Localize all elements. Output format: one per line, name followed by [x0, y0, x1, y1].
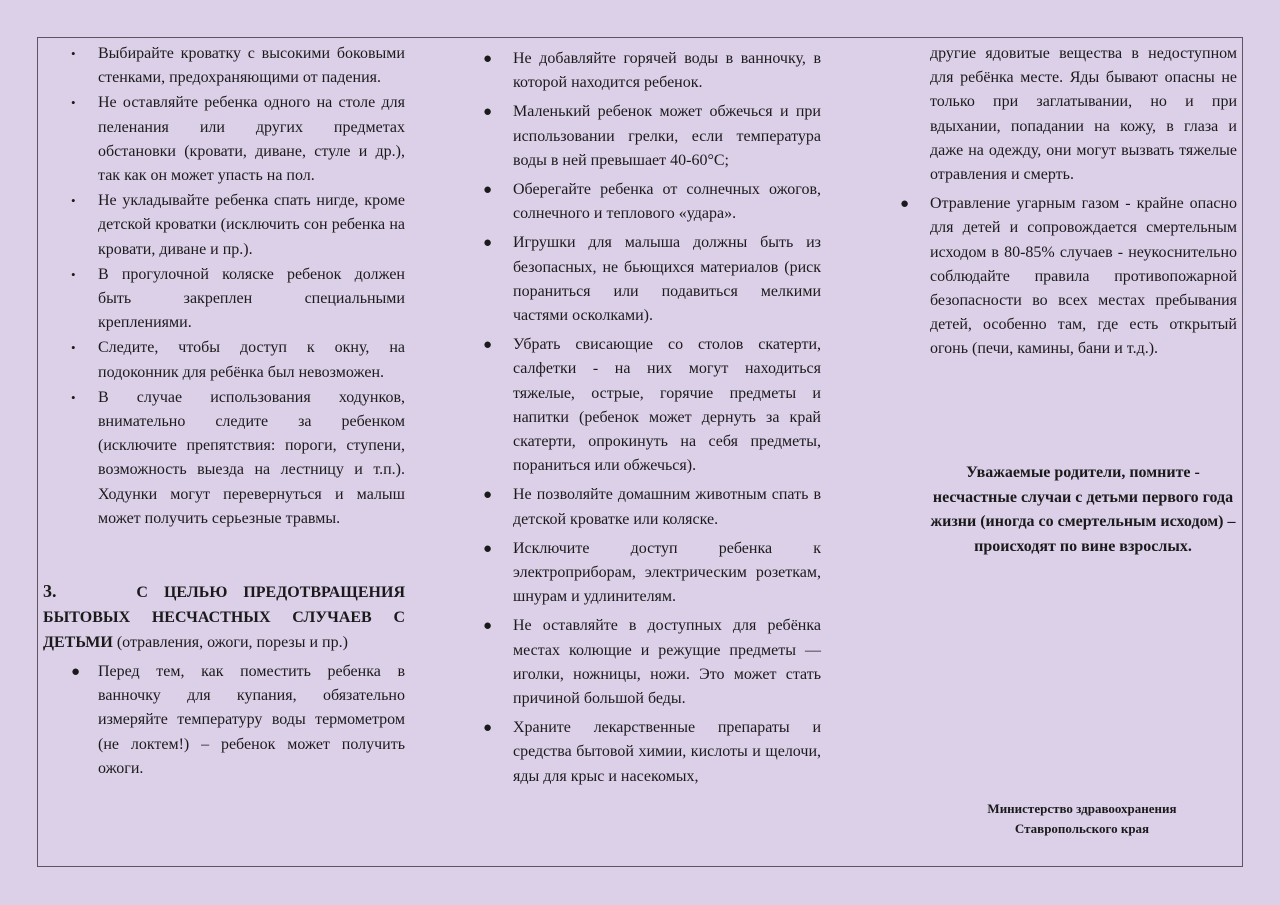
column-left	[43, 42, 405, 782]
bullet-icon: •	[71, 46, 76, 61]
list-item: ● Игрушки для малыша должны быть из безопасных, не бьющихся материалов (риск пораниться или подавиться мелкими частями осколками).	[483, 231, 821, 328]
bullet-icon: •	[71, 340, 76, 356]
bullet-icon: ●	[483, 51, 493, 67]
bullet-icon: •	[71, 95, 76, 111]
parents-warning: Уважаемые родители, помните - несчастные случаи с детьми первого года жизни (иногда со смертельным исходом) – происходят по вине взрослых.	[930, 464, 1236, 555]
section-title: С ЦЕЛЬЮ ПРЕДОТВРАЩЕНИЯ БЫТОВЫХ НЕСЧАСТНЫХ СЛУЧАЕВ С ДЕТЬМИ	[43, 584, 405, 652]
list-item: ● Перед тем, как поместить ребенка в ванночку для купания, обязательно измеряйте температуру воды термометром (не локтем!) – ребенок может получить ожоги.	[43, 660, 405, 781]
bullet-icon: ●	[483, 720, 493, 737]
section-heading	[43, 579, 405, 655]
bullet-icon: ●	[483, 337, 493, 354]
list-item: • Не укладывайте ребенка спать нигде, кроме детской кроватки (исключить сон ребенка на кровати, диване и пр.).	[43, 189, 405, 262]
list-item: ● Исключите доступ ребенка к электроприборам, электрическим розеткам, шнурам и удлинителям.	[483, 537, 821, 610]
list-item: ● Отравление угарным газом - крайне опасно для детей и сопровождается смертельным исходом в 80-85% случаев - неукоснительно соблюдайте правила противопожарной безопасности во всех местах пребывания детей, особенно там, где есть открытый огонь (печи, камины, бани и т.д.).	[900, 192, 1237, 361]
safety-list-continued	[483, 47, 821, 789]
ministry-signature	[960, 799, 1204, 839]
list-item: • Выбирайте кроватку с высокими боковыми стенками, предохраняющими от падения.	[43, 42, 405, 90]
list-item: ● Не добавляйте горячей воды в ванночку, в которой находится ребенок.	[483, 47, 821, 95]
list-item: ● Маленький ребенок может обжечься и при использовании грелки, если температура воды в ней превышает 40-60°С;	[483, 100, 821, 173]
ministry-line: Министерство здравоохранения	[987, 801, 1177, 816]
bullet-icon: ●	[483, 104, 493, 121]
list-item: • Не оставляйте ребенка одного на столе для пеленания или других предметах обстановки (кровати, диване, стуле и др.), так как он может упасть на пол.	[43, 91, 405, 188]
section-number: 3.	[43, 581, 57, 602]
list-item: ● Оберегайте ребенка от солнечных ожогов, солнечного и теплового «удара».	[483, 178, 821, 226]
bullet-icon: ●	[71, 664, 81, 681]
column-right	[900, 42, 1237, 362]
continuation-text: другие ядовитые вещества в недоступном для ребёнка месте. Яды бывают опасны не только при заглатывании, но и при вдыхании, попадании на кожу, в глаза и даже на одежду, они могут вызвать тяжелые отравления и смерть.	[930, 45, 1237, 184]
list-item: ● Убрать свисающие со столов скатерти, салфетки - на них могут находиться тяжелые, острые, горячие предметы и напитки (ребенок может дернуть за край скатерти, опрокинуть на себя предметы, пораниться или обжечься).	[483, 333, 821, 478]
safety-list-household	[43, 660, 405, 781]
safety-list-gas	[900, 192, 1237, 361]
section-note: (отравления, ожоги, порезы и пр.)	[116, 634, 348, 652]
bullet-icon: ●	[483, 487, 493, 504]
list-item: • В случае использования ходунков, внимательно следите за ребенком (исключите препятствия: пороги, ступени, возможность выезда на лестницу и т.п.). Ходунки могут перевернуться и малыш может получить серьезные травмы.	[43, 386, 405, 531]
ministry-region: Ставропольского края	[1014, 821, 1150, 836]
bullet-icon: ●	[483, 235, 493, 252]
safety-list-falls	[43, 42, 405, 531]
bullet-icon: ●	[483, 540, 493, 557]
list-item: ● Не оставляйте в доступных для ребёнка местах колющие и режущие предметы — иголки, ножницы, ножи. Это может стать причиной большой беды.	[483, 614, 821, 711]
bullet-icon: ●	[900, 196, 910, 213]
bullet-icon: •	[71, 266, 76, 282]
bullet-icon: ●	[483, 618, 493, 635]
list-item: • Следите, чтобы доступ к окну, на подоконник для ребёнка был невозможен.	[43, 336, 405, 384]
bullet-icon: •	[71, 193, 76, 209]
bullet-icon: ●	[483, 182, 493, 199]
list-item: ● Храните лекарственные препараты и средства бытовой химии, кислоты и щелочи, яды для крыс и насекомых,	[483, 716, 821, 789]
bullet-icon: •	[71, 389, 76, 405]
list-item: • В прогулочной коляске ребенок должен быть закреплен специальными креплениями.	[43, 263, 405, 336]
column-middle	[483, 47, 821, 794]
list-item: ● Не позволяйте домашним животным спать в детской кроватке или коляске.	[483, 483, 821, 531]
